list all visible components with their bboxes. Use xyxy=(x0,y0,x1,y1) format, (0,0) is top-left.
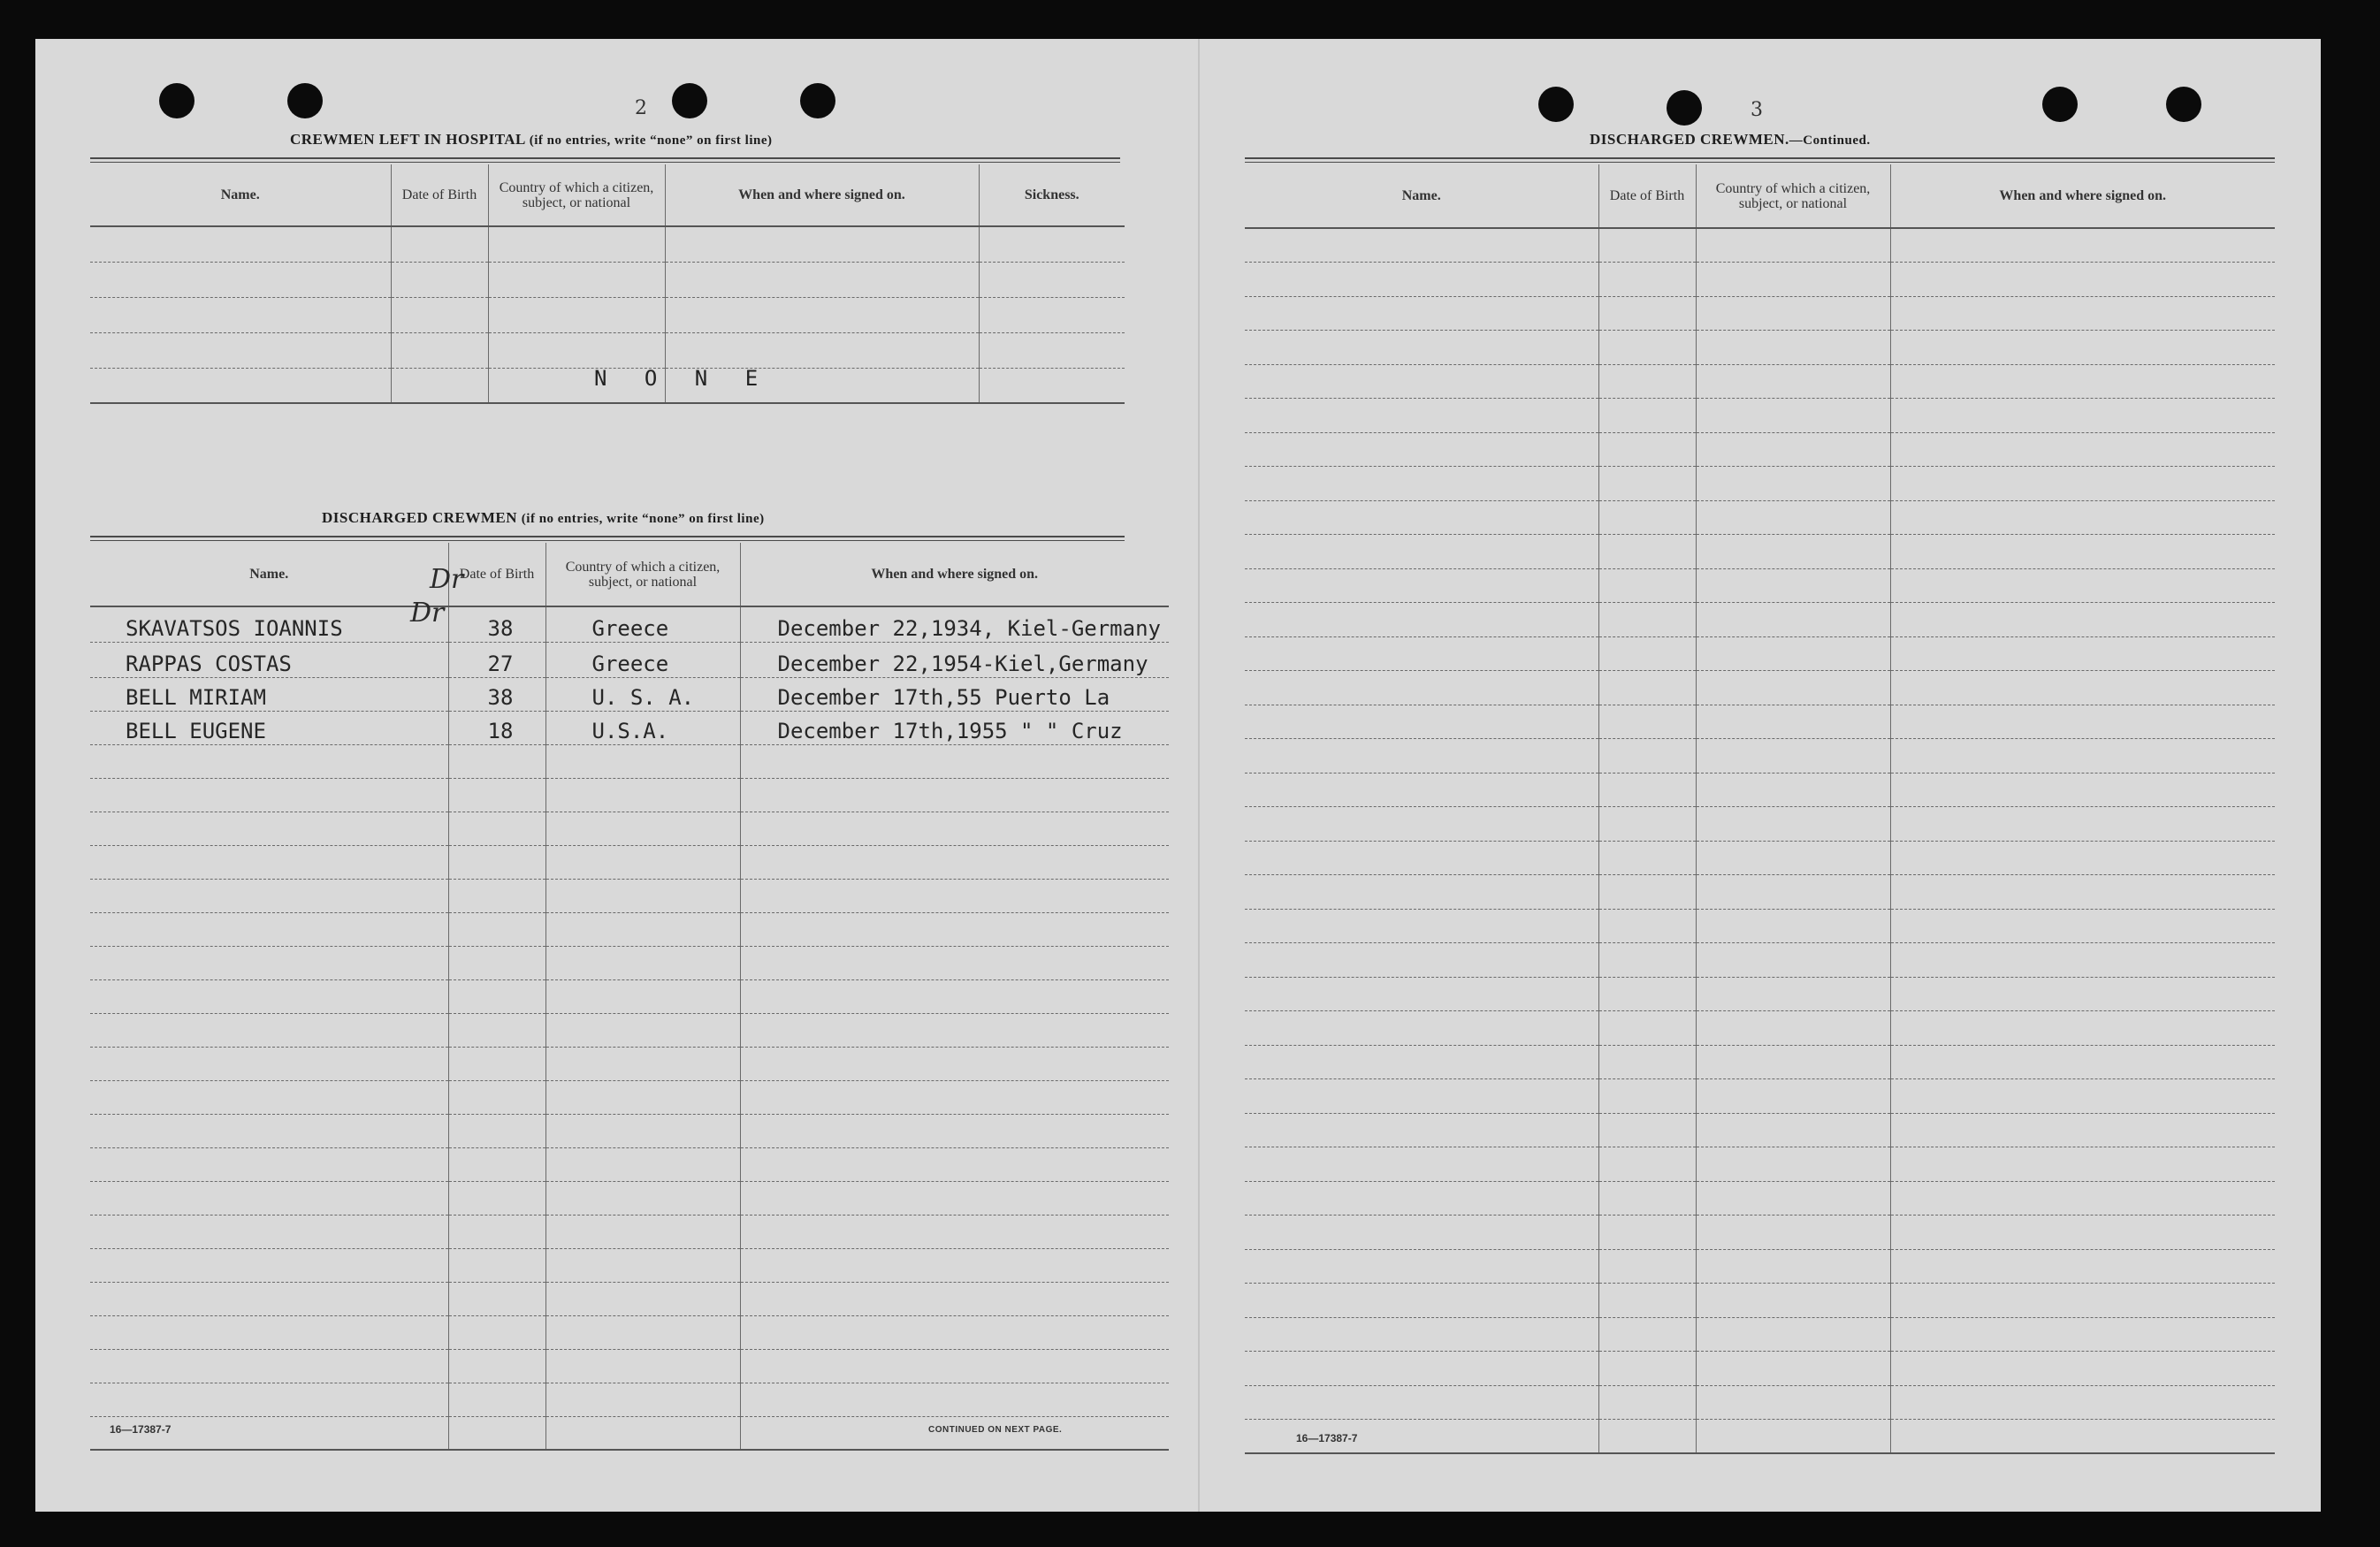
page-number: 2 xyxy=(635,97,647,119)
col-signed-on: When and where signed on. xyxy=(740,543,1169,606)
table-row xyxy=(1245,364,2275,399)
table-row xyxy=(90,1114,1169,1147)
table-row xyxy=(90,778,1169,812)
continued-note: CONTINUED ON NEXT PAGE. xyxy=(928,1425,1063,1435)
table-row xyxy=(90,226,1125,262)
table-row xyxy=(90,642,1169,677)
table-row xyxy=(1245,331,2275,365)
table-row xyxy=(1245,909,2275,943)
discharged-continued-title xyxy=(1590,131,1871,149)
table-row xyxy=(1245,1147,2275,1182)
discharged-continued-top-rule xyxy=(1245,157,2275,163)
table-row xyxy=(1245,1249,2275,1284)
crew-country: U.S.A. xyxy=(545,711,740,744)
table-row xyxy=(1245,671,2275,705)
hospital-top-rule xyxy=(90,157,1120,163)
table-row xyxy=(1245,1420,2275,1454)
crew-signed-on: December 17th,1955 " " Cruz xyxy=(740,711,1169,744)
table-row xyxy=(1245,977,2275,1011)
continued-label: —Continued. xyxy=(1789,133,1871,148)
crew-signed-on: December 22,1934, Kiel-Germany xyxy=(740,606,1169,642)
col-sickness: Sickness. xyxy=(979,164,1125,226)
table-row xyxy=(90,979,1169,1013)
table-row xyxy=(90,677,1169,711)
table-row xyxy=(1245,432,2275,467)
handwritten-initials: Dr xyxy=(410,598,445,629)
table-row xyxy=(1245,1011,2275,1046)
table-row xyxy=(90,606,1169,642)
table-row xyxy=(1245,875,2275,910)
table-row xyxy=(1245,636,2275,671)
table-row xyxy=(1245,705,2275,739)
crew-signed-on: December 17th,55 Puerto La xyxy=(740,677,1169,711)
document-sheet xyxy=(35,39,2321,1512)
table-row xyxy=(90,744,1169,778)
crew-dob: 18 xyxy=(448,711,545,744)
col-name: Name. xyxy=(1245,164,1598,228)
table-row xyxy=(1245,1385,2275,1420)
table-row xyxy=(90,297,1125,332)
col-signed-on: When and where signed on. xyxy=(665,164,979,226)
crew-name: RAPPAS COSTAS xyxy=(90,642,448,677)
col-name: Name. xyxy=(90,164,391,226)
form-number: 16—17387-7 xyxy=(110,1423,172,1436)
table-row xyxy=(1245,1352,2275,1386)
crew-dob: 38 xyxy=(448,677,545,711)
discharged-section-title xyxy=(322,509,765,527)
table-row xyxy=(90,1147,1169,1181)
table-row xyxy=(1245,1113,2275,1147)
table-row xyxy=(90,1349,1169,1383)
crew-dob: 27 xyxy=(448,642,545,677)
table-row xyxy=(1245,841,2275,875)
hospital-title: CREWMEN LEFT IN HOSPITAL xyxy=(290,131,525,148)
col-date-of-birth: Date of Birth xyxy=(448,543,545,606)
table-row xyxy=(90,1047,1169,1080)
right-page xyxy=(1245,39,2319,1512)
table-row xyxy=(90,812,1169,845)
discharged-table xyxy=(90,543,1169,1451)
crew-country: U. S. A. xyxy=(545,677,740,711)
hospital-section-title xyxy=(290,131,773,149)
table-row xyxy=(1245,1079,2275,1114)
discharged-continued-table xyxy=(1245,164,2275,1454)
table-row xyxy=(1245,1045,2275,1079)
col-country: Country of which a citizen, subject, or national xyxy=(488,164,665,226)
left-page xyxy=(90,39,1164,1512)
hospital-title-note: (if no entries, write “none” on first line) xyxy=(529,133,773,148)
table-row xyxy=(90,1315,1169,1349)
table-row xyxy=(1245,467,2275,501)
crew-country: Greece xyxy=(545,606,740,642)
table-row xyxy=(90,332,1125,368)
table-row xyxy=(90,1181,1169,1215)
table-row xyxy=(90,1282,1169,1315)
table-row xyxy=(90,1383,1169,1416)
crew-country: Greece xyxy=(545,642,740,677)
crew-name: SKAVATSOS IOANNIS xyxy=(90,606,448,642)
table-row xyxy=(90,845,1169,879)
discharged-title: DISCHARGED CREWMEN xyxy=(322,509,518,526)
table-row xyxy=(90,1080,1169,1114)
col-signed-on: When and where signed on. xyxy=(1890,164,2275,228)
table-row xyxy=(1245,1317,2275,1352)
table-row xyxy=(1245,603,2275,637)
crew-signed-on: December 22,1954-Kiel,Germany xyxy=(740,642,1169,677)
col-country: Country of which a citizen, subject, or national xyxy=(545,543,740,606)
form-number: 16—17387-7 xyxy=(1296,1432,1358,1444)
table-row xyxy=(1245,1284,2275,1318)
page-number: 3 xyxy=(1751,99,1763,121)
table-row xyxy=(1245,568,2275,603)
discharged-top-rule xyxy=(90,536,1125,541)
table-row xyxy=(90,912,1169,946)
crew-name: BELL MIRIAM xyxy=(90,677,448,711)
table-row xyxy=(1245,263,2275,297)
table-row xyxy=(90,1248,1169,1282)
table-row xyxy=(1245,296,2275,331)
discharged-continued-heading: DISCHARGED CREWMEN. xyxy=(1590,131,1789,148)
table-row xyxy=(90,879,1169,912)
discharged-title-note: (if no entries, write “none” on first line) xyxy=(521,512,765,526)
page-fold xyxy=(1198,39,1200,1512)
table-row xyxy=(90,262,1125,297)
col-date-of-birth: Date of Birth xyxy=(391,164,488,226)
table-row xyxy=(1245,500,2275,535)
table-row xyxy=(90,946,1169,979)
handwritten-initials: Dr xyxy=(430,564,464,595)
table-row xyxy=(1245,943,2275,978)
col-country: Country of which a citizen, subject, or national xyxy=(1696,164,1890,228)
table-row xyxy=(1245,1181,2275,1216)
crew-dob: 38 xyxy=(448,606,545,642)
col-date-of-birth: Date of Birth xyxy=(1598,164,1696,228)
col-name: Name. xyxy=(90,543,448,606)
table-row xyxy=(1245,535,2275,569)
table-row xyxy=(1245,807,2275,842)
table-row xyxy=(1245,399,2275,433)
table-row xyxy=(90,711,1169,744)
table-row xyxy=(90,1013,1169,1047)
table-row xyxy=(1245,739,2275,774)
table-row xyxy=(1245,1216,2275,1250)
table-row xyxy=(1245,773,2275,807)
table-row xyxy=(90,1215,1169,1248)
table-row xyxy=(1245,228,2275,263)
none-entry: N O N E xyxy=(594,366,771,391)
crew-name: BELL EUGENE xyxy=(90,711,448,744)
